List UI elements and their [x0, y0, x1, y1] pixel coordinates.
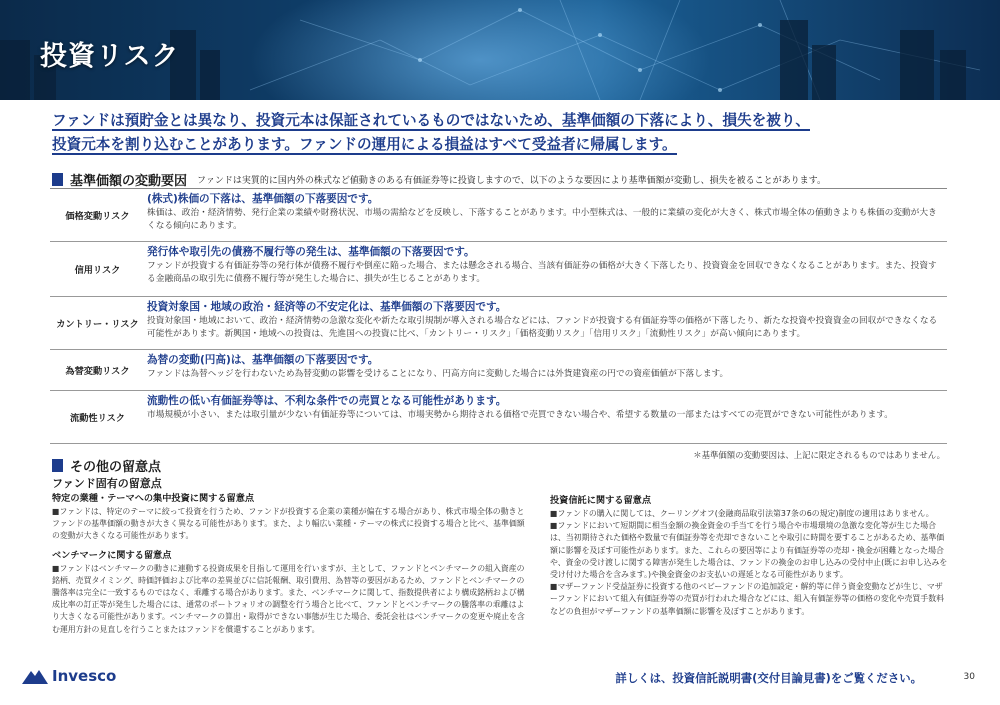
risk-footnote: ＊基準価額の変動要因は、上記に限定されるものではありません。: [693, 450, 945, 460]
risk-row-country: [50, 297, 947, 350]
other-notes-title: その他の留意点: [70, 460, 162, 475]
note-block-concentration: [52, 492, 530, 543]
note-text: ■ファンドにおいて短期間に相当金額の換金資金の手当てを行う場合や市場環境の急激な変化等が生じた場合は、当初期待された価格や数量で有価証券等を売却できないことや取引に時間を要することがあるため、基準価額に影響を及ぼす可能性があります。また、これらの要因等により有価証券等の売却・換金が困難となった場合や、資金の受け渡しに関する障害が発生した場合は、ファンドの換金のお申し込みの受付中止(既にお申し込みを受け付けた場合を含みます。)や換金資金のお支払いの遅延となる可能性があります。: [550, 521, 948, 580]
risk-row-fx: [50, 350, 947, 391]
risk-title: (株式)株価の下落は、基準価額の下落要因です。: [147, 193, 379, 205]
note-title: 特定の業種・テーマへの集中投資に関する留意点: [52, 493, 255, 504]
notes-left-column: [52, 492, 530, 642]
risk-desc: 市場規模が小さい、または取引量が少ない有価証券等については、市場実勢から期待される価格で売買できない場合や、希望する数量の一部またはすべての売買ができない可能性があります。: [147, 410, 893, 420]
risk-desc: 株価は、政治・経済情勢、発行企業の業績や財務状況、市場の需給などを反映し、下落することがあります。中小型株式は、一般的に業績の変化が大きく、株式市場全体の値動きよりも株価の変動が大きくなる傾向にあります。: [147, 208, 937, 232]
note-text: ■ファンドの購入に関しては、クーリングオフ(金融商品取引法第37条の6の規定)制度の適用はありません。: [550, 509, 934, 518]
logo-text: Invesco: [52, 667, 117, 685]
other-notes-heading: [52, 456, 161, 475]
note-block-trust: [550, 494, 948, 618]
heading-marker: [52, 173, 63, 186]
risk-title: 為替の変動(円高)は、基準価額の下落要因です。: [147, 354, 379, 366]
price-factors-title: 基準価額の変動要因: [70, 174, 188, 189]
risk-name: 為替変動リスク: [50, 350, 145, 390]
risk-row-liquidity: [50, 391, 947, 444]
lead-statement: [52, 109, 952, 157]
note-title: ベンチマークに関する留意点: [52, 549, 172, 561]
risk-name: 流動性リスク: [50, 391, 145, 443]
page-title: 投資リスク: [40, 41, 180, 72]
risk-name: 価格変動リスク: [50, 189, 145, 241]
invesco-logo: [22, 667, 116, 685]
notes-right-column: [550, 494, 948, 624]
risk-desc: ファンドは為替ヘッジを行わないため為替変動の影響を受けることになり、円高方向に変動した場合には外貨建資産の円での資産価値が下落します。: [147, 369, 729, 379]
note-text: ■ファンドはベンチマークの動きに連動する投資成果を目指して運用を行いますが、主として、ファンドとベンチマークの組入資産の銘柄、売買タイミング、時価評価および比率の差異並びに信託報酬、取引費用、為替等の要因があるため、ファンドとベンチマークの騰落率は完全に一致するものではなく、乖離する場合があります。また、ベンチマークに関して、指数提供者により構成銘柄および構成比率の訂正等が発生した場合には、通常のポートフォリオの調整を行う場合と比べて、ファンドとベンチマークの騰落率の乖離はより大きくなる可能性があります。ベンチマークの算出・取得ができない事態が生じた場合、委託会社はベンチマークの変更や廃止を含む運用方針の見直しを行うことまたはファンドを償還することがあります。: [52, 563, 525, 634]
note-text: ■マザーファンド受益証券に投資する他のベビーファンドの追加設定・解約等に伴う資金変動などが生じ、マザーファンドにおいて組入有価証券等の売買が行われた場合などには、組入有価証券等の価格の変化や売買手数料などの負担がマザーファンドの基準価額に影響を及ぼすことがあります。: [550, 582, 944, 616]
risk-name: カントリー・リスク: [50, 297, 145, 349]
price-factors-heading: [52, 170, 826, 189]
lead-line-2: 投資元本を割り込むことがあります。ファンドの運用による損益はすべて受益者に帰属します。: [52, 136, 677, 153]
lead-line-1: ファンドは預貯金とは異なり、投資元本は保証されているものではないため、基準価額の下落により、損失を被り、: [52, 112, 811, 129]
fund-specific-subtitle: ファンド固有の留意点: [52, 477, 162, 490]
risk-title: 投資対象国・地域の政治・経済等の不安定化は、基準価額の下落要因です。: [147, 301, 507, 313]
risk-title: 発行体や取引先の債務不履行等の発生は、基準価額の下落要因です。: [147, 246, 475, 258]
risk-row-credit: [50, 242, 947, 297]
risk-desc: ファンドが投資する有価証券等の発行体が債務不履行や倒産に陥った場合、または懸念される場合、当該有価証券の価格が大きく下落したり、投資資金を回収できなくなることがあります。また、投資する金融商品の取引先に債務不履行等が発生した場合に、損失が生じることがあります。: [147, 261, 937, 285]
price-factors-note: ファンドは実質的に国内外の株式など値動きのある有価証券等に投資しますので、以下のような要因により基準価額が変動し、損失を被ることがあります。: [197, 176, 826, 186]
header-banner: [0, 0, 1000, 100]
risk-desc: 投資対象国・地域において、政治・経済情勢の急激な変化や新たな取引規制が導入される場合などには、ファンドが投資する有価証券等の価格が下落したり、新たな投資や投資資金の回収ができなくなる可能性があります。新興国・地域への投資は、先進国への投資に比べ、「カントリー・リスク」「価格変動リスク」「信用リスク」「流動性リスク」が高い傾向にあります。: [147, 316, 938, 340]
risk-row-price: [50, 189, 947, 242]
risk-table: [50, 188, 947, 444]
heading-marker: [52, 459, 63, 472]
note-title: 投資信託に関する留意点: [550, 495, 652, 506]
note-block-benchmark: [52, 549, 530, 636]
mountain-icon: [22, 668, 48, 684]
risk-name: 信用リスク: [50, 242, 145, 296]
risk-title: 流動性の低い有価証券等は、不利な条件での売買となる可能性があります。: [147, 395, 507, 407]
page-number: 30: [963, 672, 975, 682]
note-text: ■ファンドは、特定のテーマに絞って投資を行うため、ファンドが投資する企業の業種が偏在する場合があり、株式市場全体の動きとファンドの基準価額の動きが大きく異なる可能性があります。また、より幅広い業種・テーマの株式に投資する場合と比べ、基準価額の変動が大きくなる可能性があります。: [52, 507, 525, 541]
prospectus-link[interactable]: 詳しくは、投資信託説明書(交付目論見書)をご覧ください。: [615, 671, 922, 685]
